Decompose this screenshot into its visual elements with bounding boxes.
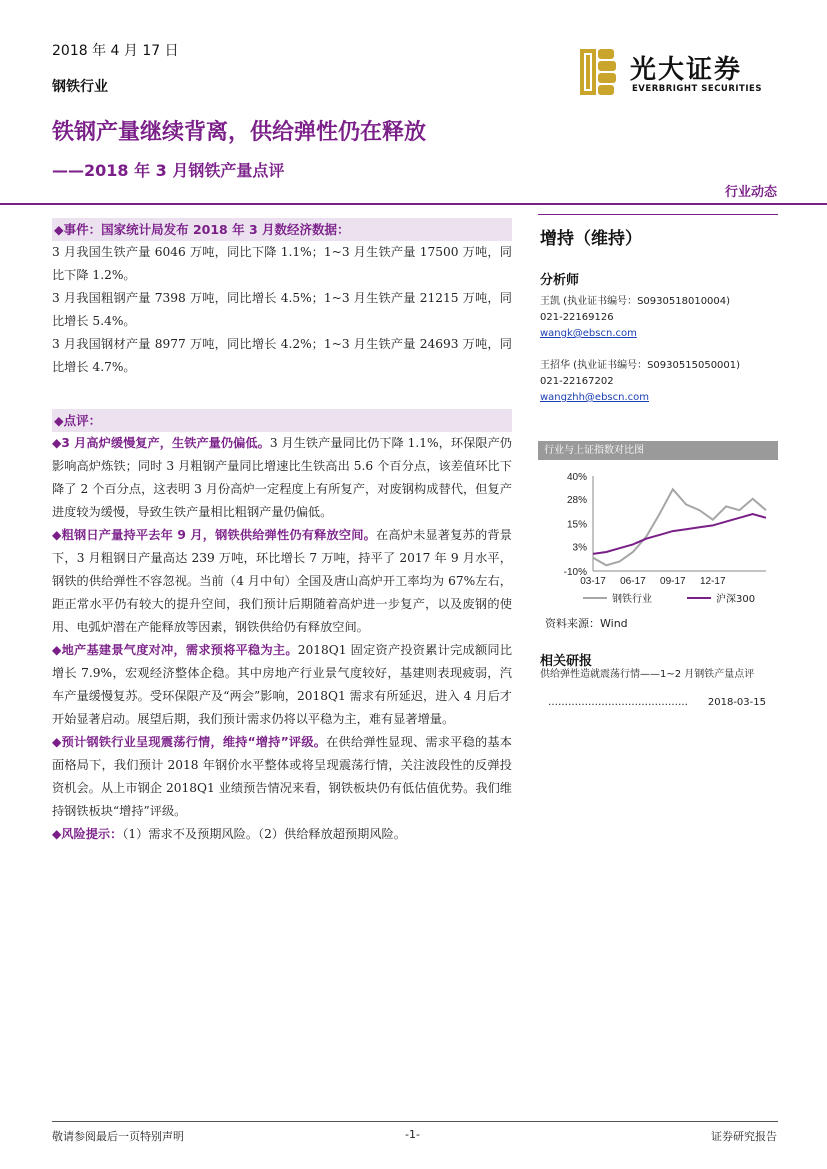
y-tick-label: 3% <box>572 542 587 554</box>
risk-paragraph <box>52 823 512 846</box>
analyst-heading: 分析师 <box>540 273 580 288</box>
analyst-name: 王招华 (执业证书编号：S0930515050001) <box>540 360 741 371</box>
paragraph-text: 2018Q1 固定资产投资累计完成额同比增长 7.9%，宏观经济整体企稳。其中房地产行业景气度较好，基建则表现疲弱，汽车产量缓慢复苏。受环保限产及“两会”影响，2018Q1 需求有所延迟，进入 4 月后才开始显著启动。展望后期，我们预计需求仍将以平稳为主，难有显著增量。 <box>52 643 513 726</box>
event-heading: ◆事件：国家统计局发布 2018 年 3 月数经济数据： <box>52 218 512 241</box>
paragraph-lead: ◆地产基建景气度对冲，需求预将平稳为主。 <box>52 643 298 657</box>
paragraph-lead: ◆预计钢铁行业呈现震荡行情，维持“增持”评级。 <box>52 735 327 749</box>
chart-title: 行业与上证指数对比图 <box>538 441 778 460</box>
series-line <box>593 489 766 565</box>
related-dots: …………………………………… <box>548 697 688 708</box>
related-date: 2018-03-15 <box>707 697 766 708</box>
brand-name-cn: 光大证券 <box>630 55 743 85</box>
report-subtitle: ——2018 年 3 月钢铁产量点评 <box>52 161 285 180</box>
y-tick-label: 15% <box>566 519 587 531</box>
rating-label: 增持（维持） <box>540 229 642 249</box>
related-report-link[interactable]: 供给弹性造就震荡行情——1~2 月钢铁产量点评 <box>540 669 755 680</box>
legend-label: 沪深300 <box>716 594 756 605</box>
analyst-name: 王凯 (执业证书编号：S0930518010004) <box>540 296 731 307</box>
report-type-tag: 行业动态 <box>724 185 777 200</box>
comment-paragraph <box>52 432 512 524</box>
comment-heading: ◆点评： <box>52 409 512 432</box>
paragraph-text: 在高炉未显著复苏的背景下，3 月粗钢日产量高达 239 万吨，环比增长 7 万吨，持平了 2017 年 9 月水平，钢铁的供给弹性不容忽视。当前（4 月中旬）全国及唐山高炉开工率均为 67%左右，距正常水平仍有较大的提升空间，我们预计后期随着高炉进一步复产，以及废钢的使用、电弧炉潜在产能释放等因素，钢铁供给仍有释放空间。 <box>52 528 512 634</box>
main-content <box>52 218 512 846</box>
comment-paragraph <box>52 524 512 639</box>
logo-mark-icon <box>578 47 618 97</box>
legend-label: 钢铁行业 <box>612 594 652 605</box>
event-line: 3 月我国粗钢产量 7398 万吨，同比增长 4.5%；1~3 月生铁产量 21215 万吨，同比增长 5.4%。 <box>52 291 512 328</box>
brand-name-en: EVERBRIGHT SECURITIES <box>632 84 762 94</box>
comparison-chart <box>538 441 778 611</box>
analyst-phone: 021-22167202 <box>540 376 614 387</box>
footer-disclaimer: 敬请参阅最后一页特别声明 <box>52 1130 184 1143</box>
analyst-phone: 021-22169126 <box>540 312 614 323</box>
series-line <box>593 514 766 554</box>
page-number: -1- <box>405 1128 420 1141</box>
sidebar-divider <box>538 214 778 215</box>
footer-divider <box>52 1121 778 1122</box>
footer-report-type: 证券研究报告 <box>711 1130 777 1143</box>
related-heading: 相关研报 <box>540 654 593 669</box>
event-line: 3 月我国生铁产量 6046 万吨，同比下降 1.1%；1~3 月生铁产量 17500 万吨，同比下降 1.2%。 <box>52 245 512 282</box>
paragraph-lead: ◆粗钢日产量持平去年 9 月，钢铁供给弹性仍有释放空间。 <box>52 528 377 542</box>
report-date: 2018 年 4 月 17 日 <box>52 43 179 59</box>
comment-paragraph <box>52 731 512 823</box>
industry-label: 钢铁行业 <box>52 79 108 95</box>
analyst-card <box>540 358 740 406</box>
x-tick-label: 06-17 <box>620 576 646 587</box>
related-report-date-line <box>548 697 766 708</box>
paragraph-lead: ◆风险提示： <box>52 827 123 841</box>
x-tick-label: 12-17 <box>699 576 726 587</box>
brand-logo <box>578 47 783 97</box>
y-tick-label: 28% <box>566 494 587 506</box>
event-line: 3 月我国钢材产量 8977 万吨，同比增长 4.2%；1~3 月生铁产量 24693 万吨，同比增长 4.7%。 <box>52 337 512 374</box>
x-tick-label: 03-17 <box>580 576 606 587</box>
analyst-card <box>540 294 730 342</box>
paragraph-lead: ◆3 月高炉缓慢复产，生铁产量仍偏低。 <box>52 436 270 450</box>
y-tick-label: 40% <box>566 472 587 483</box>
analyst-email-link[interactable]: wangk@ebscn.com <box>540 328 637 339</box>
chart-source: 资料来源：Wind <box>545 617 628 630</box>
report-title: 铁钢产量继续背离，供给弹性仍在释放 <box>52 120 427 145</box>
x-tick-label: 09-17 <box>660 576 686 587</box>
y-tick-label: -10% <box>563 567 587 578</box>
paragraph-text: 在供给弹性显现、需求平稳的基本面格局下，我们预计 2018 年钢价水平整体或将呈现震荡行情，关注波段性的反弹投资机会。从上市钢企 2018Q1 业绩预告情况来看，钢铁板块仍有低估值优势。我们维持钢铁板块“增持”评级。 <box>52 735 512 818</box>
comment-paragraph <box>52 639 512 731</box>
paragraph-text: 3 月生铁产量同比仍下降 1.1%，环保限产仍影响高炉炼铁；同时 3 月粗钢产量同比增速比生铁高出 5.6 个百分点，该差值环比下降了 2 个百分点，这表明 3 月份高炉一定程度上有所复产，对废钢构成替代，但复产进度较为缓慢，导致生铁产量相比粗钢产量仍偏低。 <box>52 436 512 519</box>
analyst-email-link[interactable]: wangzhh@ebscn.com <box>540 392 649 403</box>
header-divider <box>0 203 827 205</box>
chart-canvas <box>538 441 778 611</box>
paragraph-text: （1）需求不及预期风险。（2）供给释放超预期风险。 <box>122 827 406 841</box>
